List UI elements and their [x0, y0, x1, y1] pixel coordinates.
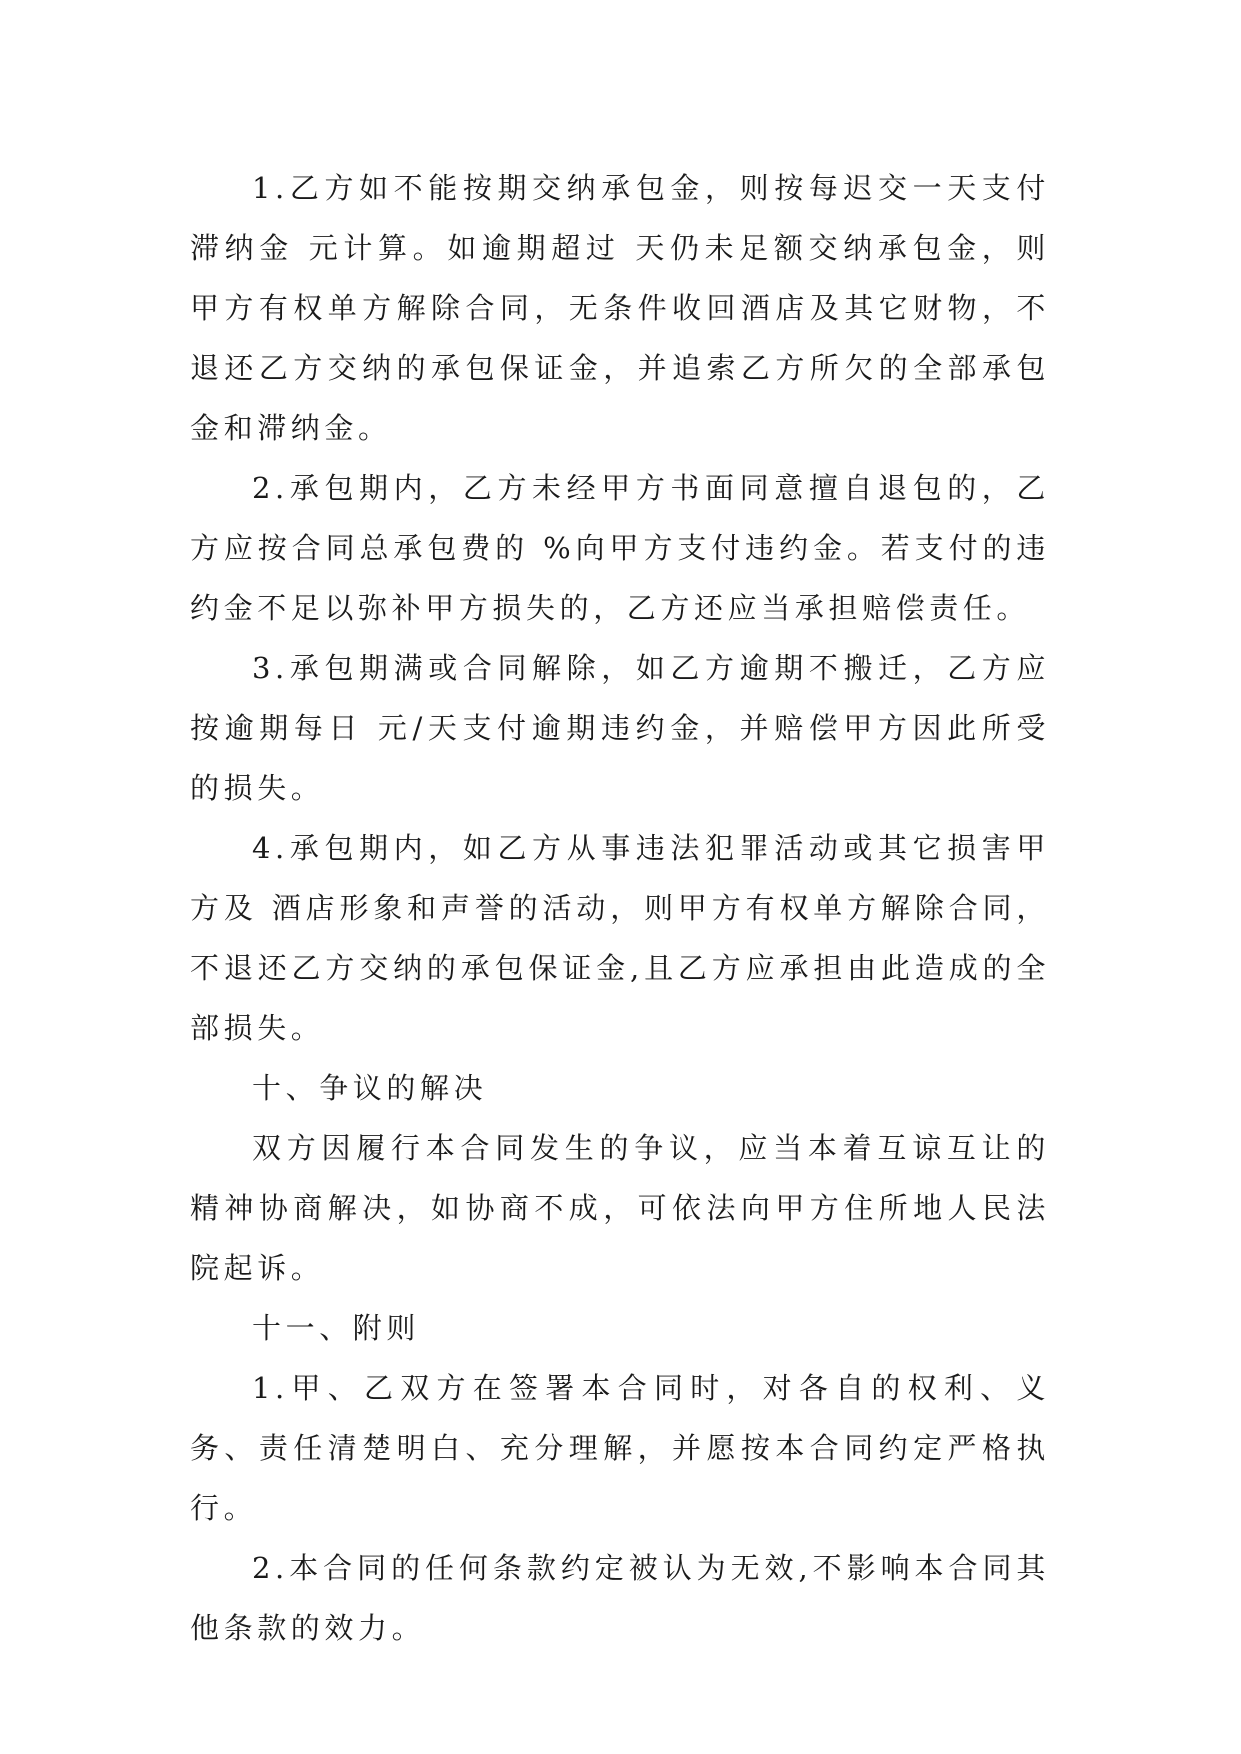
paragraph-early-termination: 2.承包期内，乙方未经甲方书面同意擅自退包的，乙方应按合同总承包费的 %向甲方支付违约金。若支付的违约金不足以弥补甲方损失的，乙方还应当承担赔偿责任。 — [190, 471, 1050, 625]
paragraph-understanding: 1.甲、乙双方在签署本合同时，对各自的权利、义务、责任清楚明白、充分理解，并愿按本合同约定严格执行。 — [190, 1371, 1050, 1525]
section-heading-dispute: 十、争议的解决 — [252, 1071, 488, 1105]
document-body — [190, 158, 1050, 1658]
paragraph-late-payment: 1.乙方如不能按期交纳承包金，则按每迟交一天支付滞纳金 元计算。如逾期超过 天仍未足额交纳承包金，则甲方有权单方解除合同，无条件收回酒店及其它财物，不退还乙方交纳的承包保证金，并追索乙方所欠的全部承包金和滞纳金。 — [190, 171, 1050, 445]
section-heading-supplementary: 十一、附则 — [252, 1311, 421, 1345]
paragraph-severability: 2.本合同的任何条款约定被认为无效,不影响本合同其他条款的效力。 — [190, 1551, 1050, 1645]
paragraph-dispute-resolution: 双方因履行本合同发生的争议，应当本着互谅互让的精神协商解决，如协商不成，可依法向甲方住所地人民法院起诉。 — [190, 1131, 1050, 1285]
paragraph-illegal-activity: 4.承包期内，如乙方从事违法犯罪活动或其它损害甲方及 酒店形象和声誉的活动，则甲方有权单方解除合同，不退还乙方交纳的承包保证金,且乙方应承担由此造成的全部损失。 — [190, 831, 1050, 1045]
paragraph-overdue-relocation: 3.承包期满或合同解除，如乙方逾期不搬迁，乙方应按逾期每日 元/天支付逾期违约金，并赔偿甲方因此所受的损失。 — [190, 651, 1050, 805]
